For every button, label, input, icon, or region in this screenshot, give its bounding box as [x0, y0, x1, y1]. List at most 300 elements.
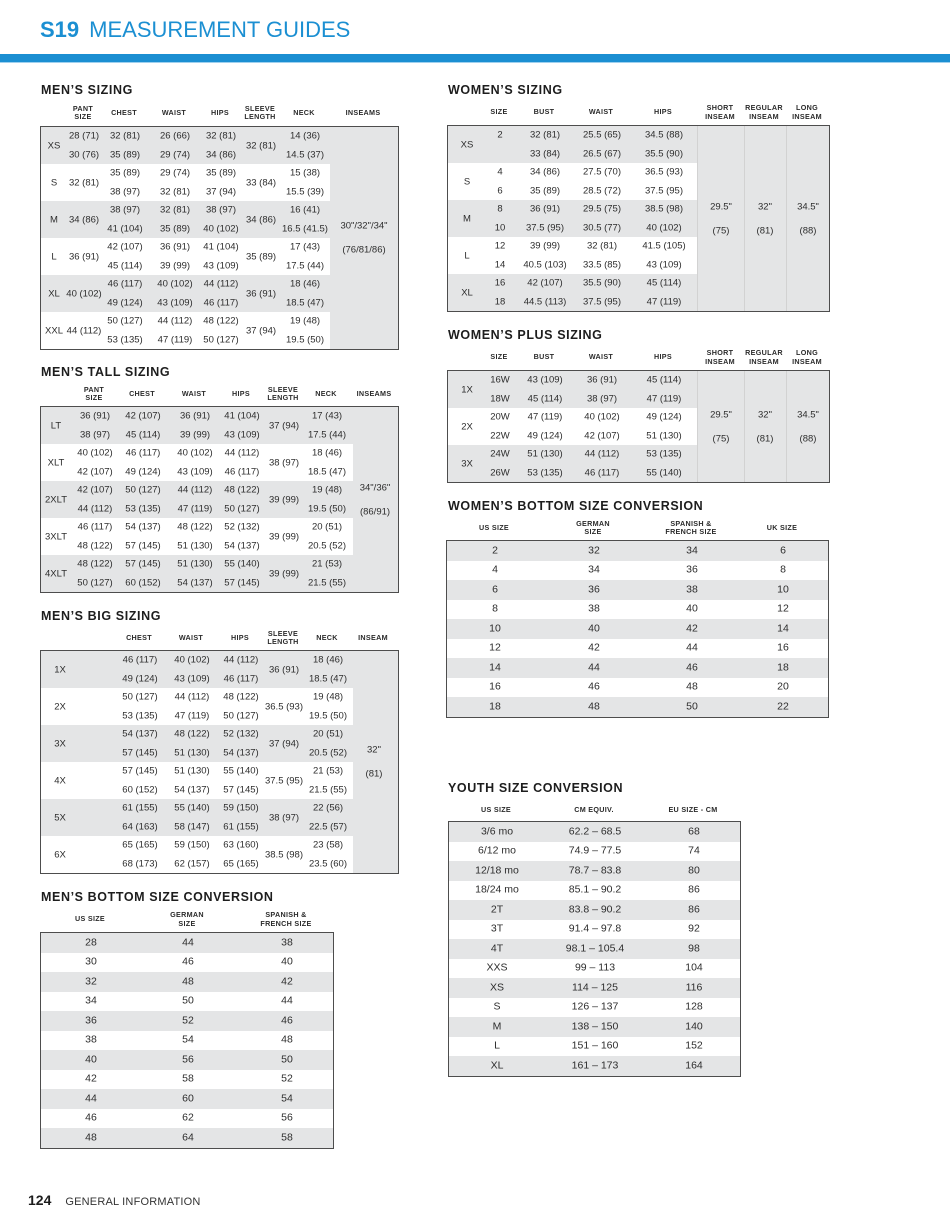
hips-cell: 55 (140) — [224, 558, 260, 570]
chest-cell: 35 (89) — [109, 167, 141, 179]
neck-cell: 23 (58) — [312, 839, 344, 851]
table-cell: 18 — [489, 700, 501, 713]
pant-size-cell: 30 (76) — [68, 149, 100, 161]
hips-cell: 34 (86) — [205, 149, 237, 161]
column-header: WAIST — [588, 107, 614, 117]
bust-cell: 45 (114) — [527, 393, 563, 405]
table-cell: S — [493, 1000, 501, 1013]
table-cell: 74 — [688, 844, 700, 857]
table-cell: 46 — [588, 680, 600, 693]
table-cell: 8 — [780, 563, 786, 576]
table-cell: 92 — [688, 922, 700, 935]
table-cell: 28 — [85, 936, 97, 949]
waist-cell: 42 (107) — [584, 430, 620, 442]
waist-cell: 37.5 (95) — [582, 296, 622, 308]
waist-cell: 51 (130) — [177, 558, 213, 570]
neck-cell: 21.5 (55) — [308, 784, 348, 796]
waist-cell: 36 (91) — [179, 410, 211, 422]
table-header-row — [447, 345, 830, 370]
table-cell: 42 — [686, 622, 698, 635]
table-cell: 74.9 – 77.5 — [568, 844, 622, 857]
womens-sizing-table — [447, 100, 830, 312]
sleeve-length-cell: 37.5 (95) — [264, 775, 304, 786]
table-cell: 10 — [777, 583, 789, 596]
chest-cell: 53 (135) — [125, 503, 161, 515]
mens-bottom-conversion-table — [40, 907, 334, 1149]
table-cell: 48 — [588, 700, 600, 713]
neck-cell: 18.5 (47) — [308, 673, 348, 685]
hips-cell: 41.5 (105) — [642, 240, 686, 252]
table-cell: 38 — [686, 583, 698, 596]
waist-cell: 29.5 (75) — [582, 203, 622, 215]
column-header: LONG INSEAM — [792, 103, 822, 121]
chest-cell: 38 (97) — [109, 204, 141, 216]
chest-cell: 65 (165) — [122, 839, 158, 851]
column-header: US SIZE — [478, 522, 510, 532]
column-header: INSEAMS — [356, 388, 392, 398]
hips-cell: 55 (140) — [646, 467, 682, 479]
table-cell: 42 — [588, 641, 600, 654]
table-body — [447, 125, 830, 312]
inseam-value: (76/81/86) — [342, 244, 386, 256]
waist-cell: 47 (119) — [157, 334, 193, 346]
table-cell: 56 — [182, 1053, 194, 1066]
size-label: S — [50, 177, 58, 188]
womens-bottom-conversion-title: WOMEN’S BOTTOM SIZE CONVERSION — [448, 499, 704, 513]
neck-cell: 19.5 (50) — [307, 503, 347, 515]
table-cell: 32 — [588, 544, 600, 557]
table-cell: 18 — [777, 661, 789, 674]
table-cell: 6/12 mo — [478, 844, 516, 857]
table-cell: 80 — [688, 864, 700, 877]
mens-sizing-title: MEN’S SIZING — [41, 83, 133, 97]
waist-cell: 32 (81) — [159, 186, 191, 198]
waist-cell: 54 (137) — [177, 577, 213, 589]
numeric-size-cell: 6 — [497, 185, 503, 197]
table-cell: 116 — [685, 981, 703, 994]
waist-cell: 54 (137) — [174, 784, 210, 796]
bust-cell: 33 (84) — [529, 148, 561, 160]
pant-size-cell: 38 (97) — [79, 429, 111, 441]
chest-cell: 60 (152) — [125, 577, 161, 589]
waist-cell: 62 (157) — [174, 858, 210, 870]
inseam-value: 34.5" — [797, 409, 819, 420]
neck-cell: 21.5 (55) — [307, 577, 347, 589]
table-cell: 8 — [492, 602, 498, 615]
table-cell: XXS — [486, 961, 508, 974]
size-label: S — [463, 176, 471, 187]
table-cell: 20 — [777, 680, 789, 693]
table-cell: 46 — [686, 661, 698, 674]
neck-cell: 21 (53) — [311, 558, 343, 570]
table-cell: 86 — [688, 883, 700, 896]
inseam-value: 32" — [758, 201, 772, 212]
neck-cell: 16 (41) — [289, 204, 321, 216]
chest-cell: 38 (97) — [109, 186, 141, 198]
table-cell: 62 — [182, 1111, 194, 1124]
table-cell: L — [494, 1039, 500, 1052]
table-cell: 83.8 – 90.2 — [568, 903, 622, 916]
pant-size-cell: 44 (112) — [66, 325, 102, 336]
mens-big-sizing-table — [40, 626, 399, 874]
table-cell: 48 — [686, 680, 698, 693]
waist-cell: 44 (112) — [177, 484, 213, 496]
table-cell: 164 — [685, 1059, 703, 1072]
bust-cell: 37.5 (95) — [525, 222, 565, 234]
chest-cell: 49 (124) — [125, 466, 161, 478]
column-divider — [786, 371, 787, 482]
waist-cell: 46 (117) — [584, 467, 620, 479]
table-cell: 44 — [85, 1092, 97, 1105]
table-cell: 48 — [281, 1033, 293, 1046]
table-cell: 128 — [685, 1000, 703, 1013]
hips-cell: 59 (150) — [223, 802, 259, 814]
column-header: US SIZE — [480, 805, 512, 815]
sleeve-length-cell: 34 (86) — [245, 214, 277, 225]
pant-size-cell: 48 (122) — [77, 540, 113, 552]
hips-cell: 35.5 (90) — [644, 148, 684, 160]
womens-plus-sizing-table — [447, 345, 830, 483]
table-body — [40, 932, 334, 1149]
table-cell: 34 — [686, 544, 698, 557]
inseam-value: (75) — [712, 433, 730, 444]
waist-cell: 43 (109) — [177, 466, 213, 478]
pant-size-cell: 36 (91) — [79, 410, 111, 422]
column-header: INSEAMS — [345, 107, 381, 117]
column-header: CM EQUIV. — [574, 805, 614, 815]
numeric-size-cell: 24W — [490, 448, 510, 460]
inseam-value: 34.5" — [797, 201, 819, 212]
table-cell: 114 – 125 — [572, 981, 618, 994]
table-cell: 14 — [489, 661, 501, 674]
hips-cell: 37.5 (95) — [644, 185, 684, 197]
neck-cell: 19 (48) — [312, 691, 344, 703]
inseam-value: (88) — [799, 433, 817, 444]
table-row — [447, 580, 828, 600]
hips-cell: 51 (130) — [646, 430, 682, 442]
waist-cell: 26.5 (67) — [582, 148, 622, 160]
hips-cell: 34.5 (88) — [644, 129, 684, 141]
column-header: HIPS — [211, 107, 229, 117]
footer-label: GENERAL INFORMATION — [65, 1196, 201, 1208]
table-row — [447, 541, 828, 561]
table-cell: 30 — [85, 955, 97, 968]
bust-cell: 42 (107) — [527, 277, 563, 289]
table-cell: 138 – 150 — [571, 1020, 619, 1033]
numeric-size-cell: 18W — [490, 393, 510, 405]
table-cell: 58 — [281, 1131, 293, 1144]
table-cell: 48 — [85, 1131, 97, 1144]
waist-cell: 35 (89) — [159, 223, 191, 235]
table-cell: 50 — [182, 994, 194, 1007]
hips-cell: 40 (102) — [203, 223, 239, 235]
neck-cell: 20 (51) — [312, 728, 344, 740]
column-header: SPANISH & FRENCH SIZE — [260, 910, 312, 928]
table-row — [447, 639, 828, 659]
mens-big-sizing-title: MEN’S BIG SIZING — [41, 609, 162, 623]
column-header: LONG INSEAM — [792, 348, 822, 366]
table-cell: 48 — [182, 975, 194, 988]
hips-cell: 44 (112) — [223, 654, 259, 666]
chest-cell: 57 (145) — [122, 765, 158, 777]
neck-cell: 14 (36) — [289, 130, 321, 142]
table-cell: 58 — [182, 1072, 194, 1085]
column-header: GERMAN SIZE — [576, 518, 610, 536]
numeric-size-cell: 26W — [490, 467, 510, 479]
table-cell: 91.4 – 97.8 — [568, 922, 622, 935]
waist-cell: 47 (119) — [174, 710, 210, 722]
neck-cell: 18 (46) — [289, 278, 321, 290]
hips-cell: 50 (127) — [223, 710, 259, 722]
hips-cell: 46 (117) — [203, 297, 239, 309]
neck-cell: 14.5 (37) — [285, 149, 325, 161]
sleeve-length-cell: 33 (84) — [245, 177, 277, 188]
waist-cell: 28.5 (72) — [582, 185, 622, 197]
table-cell: 151 – 160 — [571, 1039, 619, 1052]
column-divider — [744, 371, 745, 482]
table-cell: 52 — [182, 1014, 194, 1027]
waist-cell: 40 (102) — [584, 411, 620, 423]
mens-bottom-conversion-title: MEN’S BOTTOM SIZE CONVERSION — [41, 890, 274, 904]
table-cell: 34 — [85, 994, 97, 1007]
column-header: HIPS — [232, 388, 250, 398]
waist-cell: 44 (112) — [174, 691, 210, 703]
waist-cell: 26 (66) — [159, 130, 191, 142]
column-header: SPANISH & FRENCH SIZE — [665, 518, 717, 536]
table-cell: 104 — [685, 961, 703, 974]
pant-size-cell: 46 (117) — [77, 521, 113, 533]
column-header: WAIST — [161, 107, 187, 117]
hips-cell: 47 (119) — [646, 296, 682, 308]
neck-cell: 19.5 (50) — [285, 334, 325, 346]
bust-cell: 53 (135) — [527, 467, 563, 479]
sleeve-length-cell: 38.5 (98) — [264, 849, 304, 860]
table-cell: M — [492, 1020, 502, 1033]
hips-cell: 54 (137) — [224, 540, 260, 552]
table-cell: 46 — [85, 1111, 97, 1124]
table-header-row — [448, 800, 741, 821]
chest-cell: 54 (137) — [125, 521, 161, 533]
hips-cell: 53 (135) — [646, 448, 682, 460]
numeric-size-cell: 16W — [490, 374, 510, 386]
header-rule-thin — [0, 62, 950, 63]
waist-cell: 51 (130) — [177, 540, 213, 552]
inseam-value: (86/91) — [359, 506, 391, 517]
sleeve-length-cell: 39 (99) — [268, 531, 300, 542]
table-row — [447, 697, 828, 717]
column-header: REGULAR INSEAM — [745, 103, 783, 121]
table-cell: 36 — [85, 1014, 97, 1027]
numeric-size-cell: 4 — [497, 166, 503, 178]
header-rule — [0, 54, 950, 62]
size-label: XS — [47, 140, 61, 151]
waist-cell: 25.5 (65) — [582, 129, 622, 141]
size-label: 5X — [54, 812, 66, 823]
hips-cell: 45 (114) — [646, 374, 682, 386]
column-header: UK SIZE — [766, 522, 798, 532]
chest-cell: 45 (114) — [107, 260, 143, 272]
neck-cell: 18.5 (47) — [307, 466, 347, 478]
mens-tall-sizing-title: MEN’S TALL SIZING — [41, 365, 171, 379]
bust-cell: 39 (99) — [529, 240, 561, 252]
numeric-size-cell: 8 — [497, 203, 503, 215]
table-cell: 99 – 113 — [574, 961, 616, 974]
waist-cell: 39 (99) — [179, 429, 211, 441]
table-cell: 14 — [777, 622, 789, 635]
column-header: SHORT INSEAM — [705, 103, 735, 121]
bust-cell: 44.5 (113) — [523, 296, 567, 308]
chest-cell: 64 (163) — [122, 821, 158, 833]
hips-cell: 43 (109) — [646, 259, 682, 271]
hips-cell: 36.5 (93) — [644, 166, 684, 178]
table-cell: 40 — [281, 955, 293, 968]
column-header: CHEST — [129, 388, 155, 398]
hips-cell: 43 (109) — [203, 260, 239, 272]
pant-size-cell: 48 (122) — [77, 558, 113, 570]
column-header: US SIZE — [74, 914, 106, 924]
numeric-size-cell: 16 — [494, 277, 506, 289]
table-cell: 46 — [281, 1014, 293, 1027]
neck-cell: 17 (43) — [289, 241, 321, 253]
table-header-row — [446, 516, 829, 540]
waist-cell: 27.5 (70) — [582, 166, 622, 178]
size-label: 6X — [54, 849, 66, 860]
column-header: HIPS — [654, 107, 672, 117]
column-header: EU SIZE - CM — [668, 805, 718, 815]
numeric-size-cell: 22W — [490, 430, 510, 442]
numeric-size-cell: 12 — [494, 240, 506, 252]
neck-cell: 19.5 (50) — [308, 710, 348, 722]
inseam-cell — [330, 127, 398, 349]
column-divider — [697, 126, 698, 311]
table-cell: 10 — [489, 622, 501, 635]
column-header: PANT SIZE — [83, 384, 105, 402]
page-title: MEASUREMENT GUIDES — [89, 17, 351, 42]
page-number: 124 — [28, 1192, 52, 1208]
size-label: XL — [48, 288, 60, 299]
table-cell: 3/6 mo — [480, 825, 514, 838]
hips-cell: 46 (117) — [223, 673, 259, 685]
column-header: GERMAN SIZE — [170, 910, 204, 928]
pant-size-cell: 44 (112) — [77, 503, 113, 515]
table-cell: 40 — [85, 1053, 97, 1066]
table-body — [447, 370, 830, 483]
pant-size-cell: 50 (127) — [77, 577, 113, 589]
column-header: NECK — [293, 107, 315, 117]
youth-conversion-title: YOUTH SIZE CONVERSION — [448, 781, 624, 795]
table-cell: 42 — [281, 975, 293, 988]
hips-cell: 44 (112) — [203, 278, 239, 290]
chest-cell: 50 (127) — [107, 315, 143, 327]
chest-cell: 68 (173) — [122, 858, 158, 870]
table-cell: 22 — [777, 700, 789, 713]
column-header: NECK — [315, 388, 337, 398]
hips-cell: 38 (97) — [205, 204, 237, 216]
chest-cell: 61 (155) — [122, 802, 158, 814]
womens-sizing-title: WOMEN’S SIZING — [448, 83, 563, 97]
column-divider — [697, 371, 698, 482]
table-cell: 40 — [588, 622, 600, 635]
waist-cell: 44 (112) — [584, 448, 620, 460]
hips-cell: 35 (89) — [205, 167, 237, 179]
chest-cell: 45 (114) — [125, 429, 161, 441]
hips-cell: 57 (145) — [223, 784, 259, 796]
table-cell: 54 — [182, 1033, 194, 1046]
neck-cell: 17.5 (44) — [307, 429, 347, 441]
inseam-value: 29.5" — [710, 409, 732, 420]
table-cell: 98.1 – 105.4 — [565, 942, 625, 955]
mens-tall-sizing-table — [40, 382, 399, 593]
page-header — [40, 16, 350, 46]
table-cell: 12/18 mo — [475, 864, 519, 877]
table-cell: 68 — [688, 825, 700, 838]
hips-cell: 50 (127) — [224, 503, 260, 515]
table-cell: 36 — [588, 583, 600, 596]
size-label: XLT — [47, 457, 65, 468]
hips-cell: 48 (122) — [203, 315, 239, 327]
neck-cell: 20.5 (52) — [308, 747, 348, 759]
table-cell: 6 — [780, 544, 786, 557]
table-cell: 3T — [490, 922, 504, 935]
table-row — [447, 658, 828, 678]
table-row — [447, 619, 828, 639]
size-label: XL — [461, 287, 473, 298]
table-header-row — [40, 907, 334, 932]
bust-cell: 32 (81) — [529, 129, 561, 141]
pant-size-cell: 40 (102) — [66, 288, 102, 299]
table-cell: 36 — [686, 563, 698, 576]
table-cell: 54 — [281, 1092, 293, 1105]
hips-cell: 52 (132) — [224, 521, 260, 533]
sleeve-length-cell: 37 (94) — [268, 420, 300, 431]
table-body — [448, 821, 741, 1077]
table-cell: 126 – 137 — [571, 1000, 619, 1013]
column-header: SLEEVE LENGTH — [267, 384, 299, 402]
sleeve-length-cell: 36 (91) — [268, 664, 300, 675]
neck-cell: 18 (46) — [312, 654, 344, 666]
waist-cell: 48 (122) — [174, 728, 210, 740]
table-cell: 6 — [492, 583, 498, 596]
table-header-row — [40, 382, 399, 406]
table-body — [40, 126, 399, 350]
hips-cell: 41 (104) — [224, 410, 260, 422]
waist-cell: 58 (147) — [174, 821, 210, 833]
bust-cell: 43 (109) — [527, 374, 563, 386]
neck-cell: 20 (51) — [311, 521, 343, 533]
table-cell: 50 — [686, 700, 698, 713]
table-cell: 56 — [281, 1111, 293, 1124]
pant-size-cell: 40 (102) — [77, 447, 113, 459]
size-label: L — [464, 250, 470, 261]
column-header: INSEAM — [358, 632, 388, 642]
inseam-value: 32" — [758, 409, 772, 420]
waist-cell: 59 (150) — [174, 839, 210, 851]
sleeve-length-cell: 38 (97) — [268, 812, 300, 823]
column-header: BUST — [533, 107, 555, 117]
sleeve-length-cell: 37 (94) — [245, 325, 277, 336]
bust-cell: 40.5 (103) — [523, 259, 567, 271]
column-header: HIPS — [231, 632, 249, 642]
neck-cell: 15 (38) — [289, 167, 321, 179]
hips-cell: 57 (145) — [224, 577, 260, 589]
table-cell: 2 — [492, 544, 498, 557]
table-cell: 161 – 173 — [571, 1059, 619, 1072]
table-cell: 46 — [182, 955, 194, 968]
column-header: CHEST — [126, 632, 152, 642]
hips-cell: 37 (94) — [205, 186, 237, 198]
size-label: 3X — [461, 458, 473, 469]
hips-cell: 48 (122) — [224, 484, 260, 496]
